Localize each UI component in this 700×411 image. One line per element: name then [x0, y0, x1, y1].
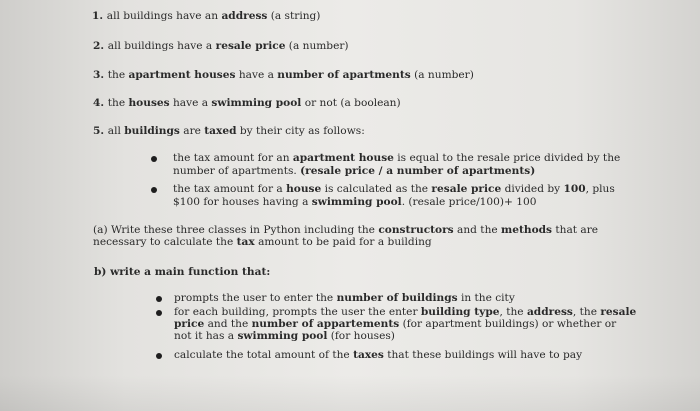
bold-text: swimming pool — [237, 330, 328, 342]
bold-text: tax — [236, 236, 255, 248]
text-span: number of apartments. — [173, 165, 301, 177]
bold-text: house — [286, 183, 322, 195]
text-span: the — [107, 69, 129, 81]
bold-text: building type — [420, 306, 500, 318]
bold-text: 4. — [93, 97, 108, 109]
text-span: calculate the total amount of the — [174, 349, 354, 361]
main-bullet-line — [174, 292, 515, 305]
tax-bullet-dot — [151, 156, 157, 162]
tax-bullet-line — [173, 183, 615, 196]
bold-text: number of appartements — [251, 318, 400, 330]
text-span: have a — [169, 97, 212, 109]
numbered-item-1 — [92, 10, 320, 23]
bold-text: 3. — [93, 69, 108, 81]
text-span: (for apartment buildings) or whether or — [399, 318, 617, 330]
text-span: that are — [552, 224, 599, 236]
bold-text: address — [526, 306, 573, 318]
text-span: and the — [204, 318, 252, 330]
text-span: are — [179, 125, 205, 137]
text-span: for each building, prompts the user the enter — [174, 306, 421, 318]
text-span: is equal to the resale price divided by the — [393, 152, 621, 164]
main-bullet-dot — [156, 310, 162, 316]
part-a-line — [93, 236, 432, 249]
text-span: the — [107, 97, 129, 109]
part-b-heading — [94, 266, 270, 279]
text-span: , the — [499, 306, 527, 318]
bold-text: 100 — [563, 183, 586, 195]
text-span: (a number) — [285, 40, 349, 52]
bold-text: apartment houses — [128, 69, 236, 81]
text-span: all — [107, 125, 125, 137]
bold-text: resale price — [215, 40, 286, 52]
bold-text: number of apartments — [277, 69, 411, 81]
text-span: in the city — [457, 292, 515, 304]
bold-text: constructors — [378, 224, 454, 236]
bold-text: apartment house — [292, 152, 394, 164]
numbered-item-5 — [93, 125, 365, 138]
text-span: or not (a boolean) — [301, 97, 401, 109]
main-bullet-dot — [156, 296, 162, 302]
bold-text: swimming pool — [211, 97, 302, 109]
bold-text: 2. — [93, 40, 108, 52]
main-bullet-line — [174, 349, 582, 362]
bold-text: buildings — [124, 125, 180, 137]
bold-text: (resale price / a number of apartments) — [300, 165, 536, 177]
bold-text: taxed — [204, 125, 237, 137]
text-span: all buildings have a — [107, 40, 216, 52]
bold-text: taxes — [353, 349, 384, 361]
text-span: divided by — [501, 183, 564, 195]
text-span: prompts the user to enter the — [174, 292, 337, 304]
bold-text: 5. — [93, 125, 108, 137]
text-span: and the — [453, 224, 502, 236]
bold-text: resale — [600, 306, 637, 318]
bold-text: resale price — [431, 183, 502, 195]
text-span: necessary to calculate the — [93, 236, 237, 248]
bold-text: 1. — [92, 10, 107, 22]
text-span: (a number) — [410, 69, 474, 81]
bold-text: b) write a main function that: — [94, 266, 271, 278]
numbered-item-3 — [93, 69, 474, 82]
bold-text: number of buildings — [336, 292, 458, 304]
numbered-item-2 — [93, 40, 349, 53]
bold-text: swimming pool — [311, 196, 402, 208]
text-span: have a — [235, 69, 278, 81]
text-span: . (resale price/100)+ 100 — [401, 196, 537, 208]
text-span: amount to be paid for a building — [254, 236, 432, 248]
text-span: the tax amount for an — [173, 152, 293, 164]
text-span: (a string) — [267, 10, 321, 22]
text-span: is calculated as the — [321, 183, 432, 195]
numbered-item-4 — [93, 97, 401, 110]
bold-text: methods — [501, 224, 553, 236]
text-span: , plus — [585, 183, 615, 195]
main-bullet-dot — [156, 353, 162, 359]
bold-text: price — [174, 318, 205, 330]
bold-text: houses — [128, 97, 170, 109]
text-span: not it has a — [174, 330, 238, 342]
text-span: , the — [572, 306, 601, 318]
text-span: (for houses) — [327, 330, 395, 342]
text-span: the tax amount for a — [173, 183, 287, 195]
text-span: all buildings have an — [106, 10, 222, 22]
text-span: (a) Write these three classes in Python including the — [93, 224, 379, 236]
tax-bullet-dot — [151, 187, 157, 193]
main-bullet-line — [174, 330, 395, 343]
text-span: that these buildings will have to pay — [383, 349, 583, 361]
tax-bullet-line — [173, 196, 537, 209]
tax-bullet-line — [173, 165, 535, 178]
tax-bullet-line — [173, 152, 620, 165]
text-span: $100 for houses having a — [173, 196, 312, 208]
bold-text: address — [221, 10, 268, 22]
text-span: by their city as follows: — [236, 125, 365, 137]
